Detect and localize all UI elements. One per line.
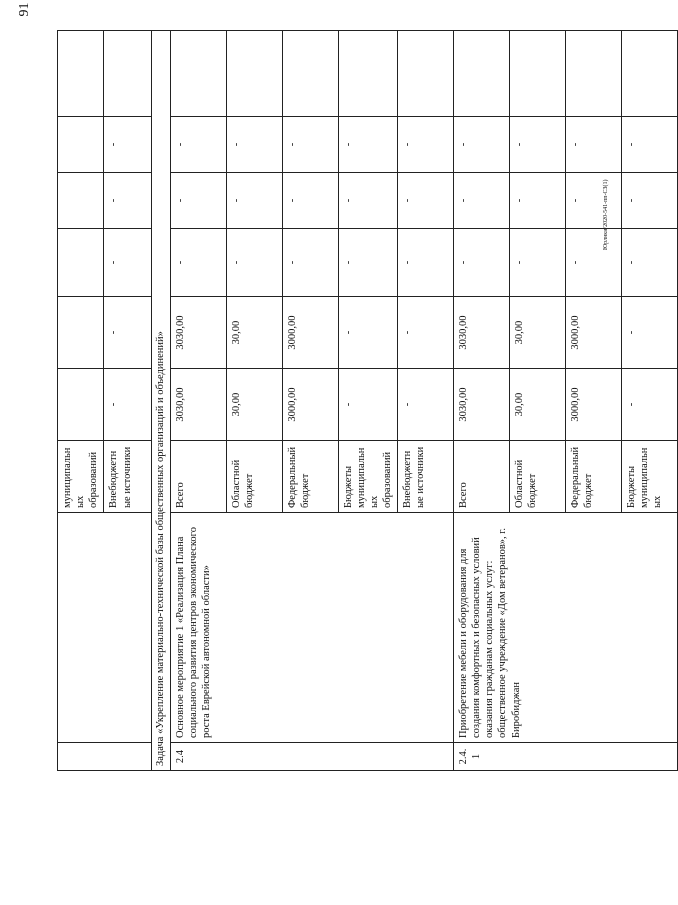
value-cell: - — [104, 173, 152, 229]
value-cell: - — [226, 117, 282, 173]
value-cell: 3000,00 — [566, 369, 622, 441]
table-row — [58, 31, 104, 771]
table-row — [454, 31, 510, 771]
page-number-text: 91 — [17, 2, 32, 17]
value-cell — [58, 173, 104, 229]
item-code: 2.4.1 — [454, 743, 678, 771]
value-cell: - — [104, 117, 152, 173]
value-cell: - — [510, 173, 566, 229]
table-row — [170, 31, 226, 771]
value-cell: - — [282, 229, 338, 297]
value-cell — [58, 369, 104, 441]
source-cell: Всего — [454, 441, 510, 513]
value-cell — [58, 229, 104, 297]
value-cell: - — [622, 369, 678, 441]
empty-cell — [104, 31, 152, 117]
value-cell: - — [622, 173, 678, 229]
value-cell: - — [398, 297, 454, 369]
source-cell: Областной бюджет — [510, 441, 566, 513]
task-heading: Задача «Укрепление материально-технической базы общественных организаций и объединений» — [152, 31, 170, 771]
value-cell: - — [454, 173, 510, 229]
value-cell: - — [510, 117, 566, 173]
value-cell: - — [398, 229, 454, 297]
value-cell: - — [338, 229, 398, 297]
value-cell: - — [454, 117, 510, 173]
value-cell: - — [282, 117, 338, 173]
source-cell: Всего — [170, 441, 226, 513]
value-cell: - — [338, 297, 398, 369]
budget-table — [57, 30, 678, 771]
source-cell: Бюджеты муниципальных образований — [338, 441, 398, 513]
value-cell: 3000,00 — [282, 297, 338, 369]
value-cell: 30,00 — [510, 369, 566, 441]
value-cell: 3030,00 — [454, 369, 510, 441]
item-name: Приобретение мебели и оборудования для создания комфортных и безопасных условий оказания гражданам социальных услуг: общественное учреждение «Дом ветеранов», г. Биробиджан — [454, 513, 678, 743]
value-cell: - — [622, 117, 678, 173]
value-cell: - — [170, 229, 226, 297]
source-cell: Внебюджетные источники — [398, 441, 454, 513]
value-cell: - — [338, 173, 398, 229]
source-cell: Федеральный бюджет — [282, 441, 338, 513]
value-cell: 3000,00 — [566, 297, 622, 369]
value-cell: - — [338, 369, 398, 441]
value-cell: - — [622, 229, 678, 297]
value-cell: - — [104, 297, 152, 369]
value-cell: 30,00 — [226, 297, 282, 369]
value-cell: - — [622, 297, 678, 369]
value-cell: 3030,00 — [454, 297, 510, 369]
value-cell: 3000,00 — [282, 369, 338, 441]
value-cell: - — [398, 117, 454, 173]
document-code: Юрлнки/2020-541-пп-СЗ(1) — [603, 179, 609, 250]
value-cell: - — [398, 173, 454, 229]
value-cell: - — [104, 369, 152, 441]
value-cell: - — [454, 229, 510, 297]
value-cell: - — [170, 117, 226, 173]
value-cell: - — [398, 369, 454, 441]
empty-cell — [338, 31, 398, 117]
value-cell: 3030,00 — [170, 369, 226, 441]
value-cell — [58, 297, 104, 369]
source-cell: Бюджеты муниципальных — [622, 441, 678, 513]
item-code: 2.4 — [170, 743, 454, 771]
value-cell: - — [226, 173, 282, 229]
value-cell: - — [104, 229, 152, 297]
empty-cell — [510, 31, 566, 117]
source-cell: Областной бюджет — [226, 441, 282, 513]
value-cell: - — [566, 229, 622, 297]
value-cell: - — [510, 229, 566, 297]
empty-cell — [282, 31, 338, 117]
empty-cell — [226, 31, 282, 117]
empty-cell — [622, 31, 678, 117]
item-name: Основное мероприятие 1 «Реализация Плана социального развития центров экономического роста Еврейской автономной области» — [170, 513, 454, 743]
page-number — [16, 0, 34, 462]
source-cell: Внебюджетные источники — [104, 441, 152, 513]
source-cell: Федеральный бюджет — [566, 441, 622, 513]
value-cell: - — [170, 173, 226, 229]
empty-cell — [58, 31, 104, 117]
task-row — [152, 31, 170, 771]
value-cell: - — [338, 117, 398, 173]
empty-cell — [566, 31, 622, 117]
value-cell — [58, 117, 104, 173]
empty-cell — [454, 31, 510, 117]
value-cell: - — [566, 117, 622, 173]
value-cell: - — [282, 173, 338, 229]
empty-cell — [398, 31, 454, 117]
empty-cell — [170, 31, 226, 117]
value-cell: 30,00 — [510, 297, 566, 369]
code-cell — [58, 743, 152, 771]
table-body — [58, 31, 678, 771]
value-cell: - — [566, 173, 622, 229]
name-cell — [58, 513, 152, 743]
value-cell: 30,00 — [226, 369, 282, 441]
source-cell: муниципальных образований — [58, 441, 104, 513]
value-cell: - — [226, 229, 282, 297]
value-cell: 3030,00 — [170, 297, 226, 369]
